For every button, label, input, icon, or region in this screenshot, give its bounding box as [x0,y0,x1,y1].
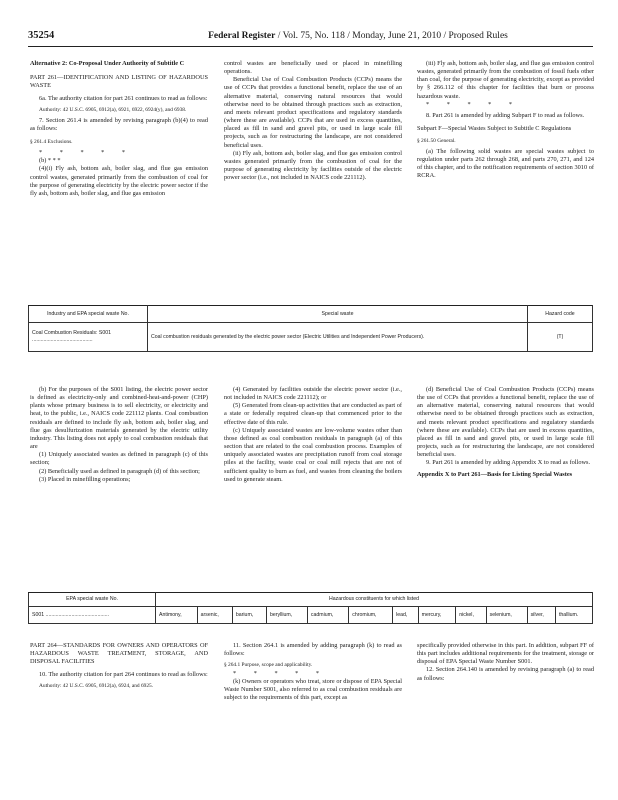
header-rule [28,46,593,47]
amendment-9: 9. Part 261 is amended by adding Appendix X to read as follows. [426,459,591,467]
subpart-f-heading: Subpart F—Special Wastes Subject to Subtitle C Regulations [417,125,572,133]
amendment-6a: 6a. The authority citation for part 261 continues to read as follows: [39,95,208,103]
paragraph-k: (k) Owners or operators who treat, store or dispose of EPA Special Waste Number S001, also referred to as coal combustion residuals are subject to the requirements of this part, except as [224,678,402,702]
constituent-cell: beryllium, [266,607,307,624]
constituent-cell: barium, [232,607,266,624]
paragraph-b: (b) * * * [39,157,61,165]
paragraph-b4: (4)(i) Fly ash, bottom ash, boiler slag, and flue gas emission control wastes, generated primarily from the combustion of coal for the purpose of generating electricity by the electric power sector if the fly ash, bottom ash, boiler slag, and flue gas emission [30,165,208,197]
list-item: (2) Beneficially used as defined in paragraph (d) of this section; [39,467,200,475]
constituent-cell: selenium, [486,607,527,624]
hazardous-constituents-table [28,592,593,624]
paragraph-b-definition: (b) For the purposes of the S001 listing, the electric power sector is defined as electricity-only and combined-heat-and-power (CHP) plants whose primary business is to sell electricity, or electricity and heat, to the public, i.e., NAICS code 221112 plants. Coal combustion residuals are defined to include fly ash, bottom ash, boiler slag, and flue gas desulfurization materials generated by the electric utility industry. This listing does not apply to coal combustion residuals that are [30,386,208,451]
amendment-7: 7. Section 261.4 is amended by revising paragraph (b)(4) to read as follows: [30,117,208,133]
constituent-cell: lead, [393,607,419,624]
list-item: (3) Placed in minefilling operations; [39,475,131,483]
column-header: Hazardous constituents for which listed [156,593,593,607]
column-2-middle [224,386,402,484]
part-261-heading: PART 261—IDENTIFICATION AND LISTING OF HAZARDOUS WASTE [30,74,208,90]
alternative-heading: Alternative 2: Co-Proposal Under Authority of Subtitle C [30,60,185,67]
constituent-cell: nickel, [456,607,486,624]
page-header [28,30,593,44]
paragraph-ii: (ii) Fly ash, bottom ash, boiler slag, and flue gas emission control wastes generated primarily from the combustion of coal for the purpose of generating electricity by facilities outside of the electric power sector (i.e., not included in NAICS code 221112). [224,149,402,182]
section-heading: § 264.1 Purpose, scope and applicability. [224,662,313,669]
ellipsis-stars: * * * * * [39,149,134,157]
list-item: (4) Generated by facilities outside the electric power sector (i.e., not included in NAICS code 221112); or [224,386,402,402]
waste-number-cell: S001 ............................................ [29,607,156,624]
table-row [29,607,593,624]
column-3-middle [417,386,594,479]
header-line [123,31,593,41]
table-row [29,323,593,352]
column-header: EPA special waste No. [29,593,156,607]
column-header: Industry and EPA special waste No. [29,306,148,323]
appendix-x-heading: Appendix X to Part 261—Basis for Listing Special Wastes [417,470,573,478]
paragraph-a: (a) The following solid wastes are special wastes subject to regulation under parts 262 through 268, and parts 270, 271, and 124 of this chapter, and to the notification requirements of section 3010 of RCRA. [417,147,594,180]
section-heading: § 261.50 General. [417,138,456,145]
waste-description-cell: Coal combustion residuals generated by the electric power sector (Electric Utilities and Independent Power Producers). [148,323,528,352]
amendment-8: 8. Part 261 is amended by adding Subpart F to read as follows. [426,111,585,119]
column-header: Special waste [148,306,528,323]
column-2-top [224,60,402,182]
constituent-cell: mercury, [418,607,456,624]
amendment-10: 10. The authority citation for part 264 continues to read as follows: [39,671,208,679]
amendment-12: 12. Section 264.140 is amended by revising paragraph (a) to read as follows: [417,666,594,682]
authority-citation: Authority: 42 U.S.C. 6905, 6912(a), 6921, 6922, 6924(y), and 6938. [39,106,187,113]
table-header-row [29,593,593,607]
column-3-bottom [417,642,594,683]
hazard-code-cell: (T) [528,323,593,352]
constituent-cell: arsenic, [197,607,232,624]
amendment-11: 11. Section 264.1 is amended by adding paragraph (k) to read as follows: [224,642,402,658]
text-block: control wastes are beneficially used or placed in minefilling operations. [224,60,402,76]
text-block: specifically provided otherwise in this part. In addition, subpart FF of this part includes additional requirements for the treatment, storage or disposal of EPA Special Waste Number S001. [417,642,594,666]
list-item: (5) Generated from clean-up activities that are conducted as part of a state or federally required clean-up that commenced prior to the effective date of this rule. [224,402,402,426]
paragraph-d: (d) Beneficial Use of Coal Combustion Products (CCPs) means the use of CCPs that provides a functional benefit, replace the use of an alternative material, conserving natural resources that would otherwise need to be obtained through practices such as extraction, and meets relevant product specifications and regulatory standards (where these are available). CCPs that are used in excess quantities, placed as fill in sand and gravel pits, or used in large scale fill projects, such as for restructuring the landscape, are not considered beneficial uses. [417,386,594,459]
constituent-cell: thallium. [555,607,592,624]
constituent-cell: silver, [527,607,555,624]
paragraph-c: (c) Uniquely associated wastes are low-volume wastes other than those defined as coal combustion residuals in paragraph (a) of this section that are related to the coal combustion process. Examples of uniquely associated wastes are precipitation runoff from coal storage piles at the facility, waste coal or coal mill rejects that are not of sufficient quality to burn as fuel, and wastes from cleaning the boilers used to generate steam. [224,426,402,483]
beneficial-use-definition: Beneficial Use of Coal Combustion Products (CCPs) means the use of CCPs that provides a functional benefit, replace the use of an alternative material, conserving natural resources that would otherwise need to be obtained through practices such as extraction, and meets relevant product specifications and regulatory standards (where these are available). CCPs that are used in excess quantities, placed as fill in sand and gravel pits, or used in large scale fill projects, such as for restructuring the landscape, are not considered beneficial uses. [224,76,402,149]
column-3-top [417,60,594,180]
ellipsis-stars: * * * * * [233,669,328,677]
constituent-cell: cadmium, [307,607,348,624]
ellipsis-stars: * * * * * [426,100,521,108]
column-2-bottom [224,642,402,703]
paragraph-iii: (iii) Fly ash, bottom ash, boiler slag, and flue gas emission control wastes, generated primarily from the combustion of fossil fuels other than coal, for the purpose of generating electricity, except as provided by § 266.112 of this chapter for facilities that burn or process hazardous waste. [417,60,594,100]
section-heading: § 261.4 Exclusions. [30,138,73,145]
constituent-cell: Antimony, [156,607,198,624]
part-264-heading: PART 264—STANDARDS FOR OWNERS AND OPERATORS OF HAZARDOUS WASTE TREATMENT, STORAGE, AND DISPOSAL FACILITIES [30,642,208,666]
special-waste-table [28,305,593,352]
authority-citation: Authority: 42 U.S.C. 6905, 6912(a), 6924, and 6925. [39,682,154,689]
constituent-cell: chromium, [349,607,393,624]
page-number: 35254 [28,30,55,41]
industry-cell: Coal Combustion Residuals: S001 .......................................... [29,323,148,352]
table-header-row [29,306,593,323]
column-header: Hazard code [528,306,593,323]
journal-title: Federal Register [208,31,276,41]
column-1-middle [30,386,208,484]
issue-details: / Vol. 75, No. 118 / Monday, June 21, 2010 / Proposed Rules [277,31,508,41]
list-item: (1) Uniquely associated wastes as defined in paragraph (c) of this section; [30,451,208,467]
column-1-top [30,60,208,198]
column-1-bottom [30,642,208,690]
